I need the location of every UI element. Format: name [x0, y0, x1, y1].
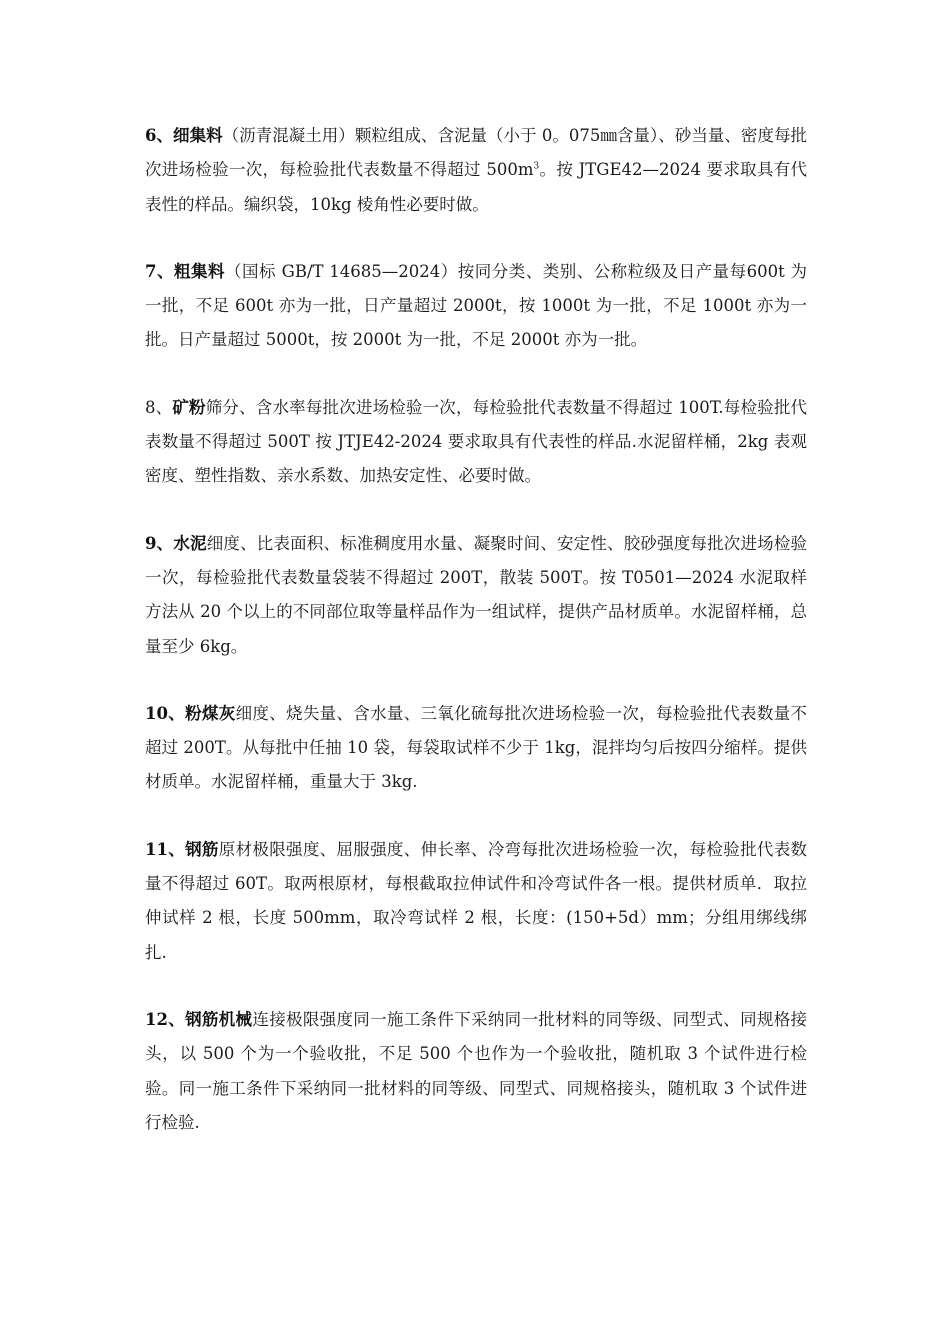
paragraph-keyword: 钢筋 [185, 839, 219, 859]
paragraph-text: 原材极限强度、屈服强度、伸长率、冷弯每批次进场检验一次，每检验批代表数量不得超过 60T。取两根原材，每根截取拉伸试件和冷弯试件各一根。提供材质单．取拉伸试样 2 根，长度 500mm，取冷弯试样 2 根，长度：(150+5d）mm；分组用绑线绑扎. [145, 839, 808, 962]
paragraph-text: 细度、烧失量、含水量、三氧化硫每批次进场检验一次，每检验批代表数量不超过 200T。从每批中任抽 10 袋，每袋取试样不少于 1kg，混拌均匀后按四分缩样。提供材质单。水泥留样桶，重量大于 3kg. [145, 703, 808, 792]
paragraph-keyword: 钢筋机械 [185, 1009, 253, 1029]
paragraph-keyword: 细集料 [173, 126, 223, 145]
paragraph-keyword: 矿粉 [172, 397, 206, 417]
paragraph-text: 连接极限强度同一施工条件下采纳同一批材料的同等级、同型式、同规格接头，以 500 个为一个验收批，不足 500 个也作为一个验收批，随机取 3 个试件进行检验。同一施工条件下采纳同一批材料的同等级、同型式、同规格接头，随机取 3 个试件进行检验. [145, 1009, 808, 1132]
paragraph-coarse-aggregate [145, 255, 807, 358]
paragraph-text-continued: 。按 JTGE42—2024 要求取具有代表性的样品。编织袋，10kg 棱角性必要时做。 [145, 160, 807, 214]
paragraph-text: （国标 GB/T 14685—2024）按同分类、类别、公称粒级及日产量每600t 为一批，不足 600t 亦为一批，日产量超过 2000t，按 1000t 为一批，不足 1000t 亦为一批。日产量超过 5000t，按 2000t 为一批，不足 2000t 亦为一批。 [145, 261, 807, 350]
paragraph-keyword: 粉煤灰 [185, 703, 236, 723]
paragraph-text: 筛分、含水率每批次进场检验一次，每检验批代表数量不得超过 100T.每检验批代表数量不得超过 500T 按 JTJE42-2024 要求取具有代表性的样品.水泥留样桶，2kg 表观密度、塑性指数、亲水系数、加热安定性、必要时做。 [145, 397, 808, 486]
paragraph-number: 7、 [145, 261, 174, 281]
paragraph-fine-aggregate [145, 119, 807, 222]
paragraph-number: 8、 [145, 397, 173, 417]
paragraph-text: （沥青混凝土用）颗粒组成、含泥量（小于 0。075㎜含量）、砂当量、密度每批次进场检验一次，每检验批代表数量不得超过 500m [145, 126, 807, 180]
paragraph-keyword: 粗集料 [173, 261, 225, 281]
paragraph-keyword: 水泥 [173, 533, 207, 553]
paragraph-number: 11、 [145, 839, 186, 859]
paragraph-rebar-mechanical [145, 1003, 807, 1140]
paragraph-rebar [145, 833, 807, 970]
paragraph-number: 10、 [145, 703, 186, 723]
paragraph-number: 12、 [145, 1009, 186, 1029]
paragraph-fly-ash [145, 697, 807, 800]
document-body [145, 119, 807, 1140]
paragraph-text: 细度、比表面积、标准稠度用水量、凝聚时间、安定性、胶砂强度每批次进场检验一次，每检验批代表数量袋装不得超过 200T，散装 500T。按 T0501—2024 水泥取样方法从 20 个以上的不同部位取等量样品作为一组试样，提供产品材质单。水泥留样桶，总量至少 6kg。 [145, 533, 808, 656]
superscript-cubic: 3 [533, 161, 540, 172]
paragraph-number: 6、 [145, 126, 174, 145]
paragraph-cement [145, 527, 807, 664]
paragraph-number: 9、 [145, 533, 174, 553]
paragraph-mineral-powder [145, 391, 807, 494]
